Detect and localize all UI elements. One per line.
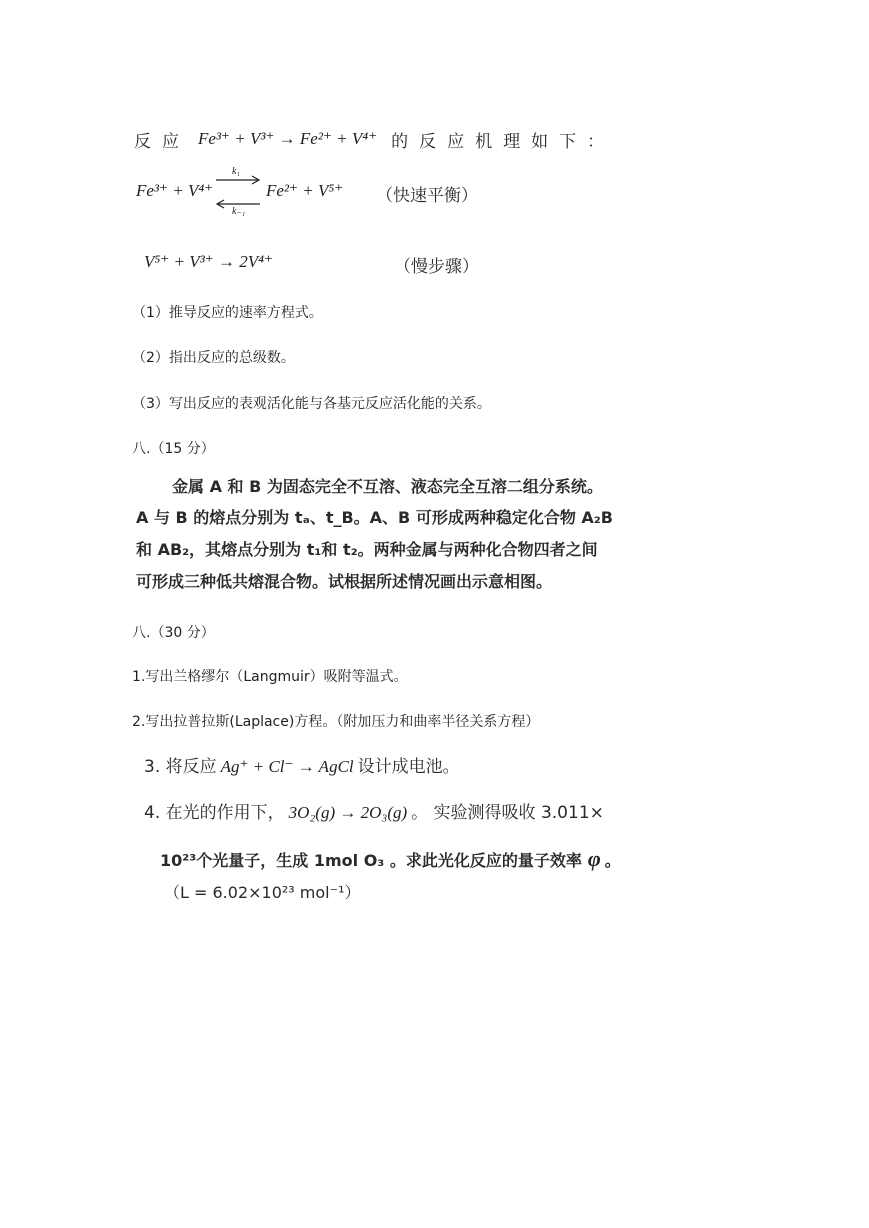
section-8a-line-4: 可形成三种低共熔混合物。试根据所述情况画出示意相图。	[136, 572, 553, 591]
q4-line-3: （L = 6.02×10²³ mol⁻¹）	[164, 883, 361, 902]
section-8a-line-3: 和 AB₂，其熔点分别为 t₁和 t₂。两种金属与两种化合物四者之间	[136, 540, 598, 559]
phi-symbol: φ	[587, 846, 601, 871]
equilibrium-arrows	[214, 168, 262, 218]
step1-note: （快速平衡）	[376, 186, 478, 206]
section-8b-q3	[144, 752, 460, 777]
section-8a-heading: 八.（15 分）	[132, 441, 215, 457]
step1-left: Fe³⁺ + V⁴⁺	[136, 181, 214, 200]
q3-prefix: 3. 将反应	[144, 757, 217, 777]
q4-suffix: 。 实验测得吸收 3.011×	[411, 803, 604, 823]
k-forward-label: k₁	[232, 166, 240, 177]
section-8b-q4	[144, 798, 604, 823]
q3-equation: Ag⁺ + Cl⁻ → AgCl	[220, 757, 354, 776]
section-8b-heading: 八.（30 分）	[132, 625, 215, 641]
intro-label: 反应	[134, 131, 190, 152]
section-8a-line-2: A 与 B 的熔点分别为 tₐ、t_B。A、B 可形成两种稳定化合物 A₂B	[136, 508, 613, 527]
q4-prefix: 4. 在光的作用下，	[144, 803, 285, 823]
question-1: （1）推导反应的速率方程式。	[132, 305, 323, 321]
section-8b-q1: 1.写出兰格缪尔（Langmuir）吸附等温式。	[132, 669, 408, 685]
q4-line2-text: 10²³个光量子，生成 1mol O₃ 。求此光化反应的量子效率	[160, 851, 582, 870]
step2-equation: V⁵⁺ + V³⁺ → 2V⁴⁺	[144, 252, 273, 271]
q4-equation: 3O₂(g) → 2O₃(g)	[288, 803, 408, 822]
step1-right: Fe²⁺ + V⁵⁺	[266, 181, 344, 200]
k-backward-label: k₋₁	[232, 206, 246, 217]
intro-suffix: 的反应机理如下：	[391, 131, 616, 152]
section-8a-line-1: 金属 A 和 B 为固态完全不互溶、液态完全互溶二组分系统。	[172, 477, 603, 496]
q4-line-2: 10²³个光量子，生成 1mol O₃ 。求此光化反应的量子效率 φ 。	[160, 846, 621, 871]
question-2: （2）指出反应的总级数。	[132, 350, 295, 366]
section-8b-q2: 2.写出拉普拉斯(Laplace)方程。（附加压力和曲率半径关系方程）	[132, 714, 540, 730]
mechanism-intro	[134, 126, 615, 152]
overall-reaction: Fe³⁺ + V³⁺ → Fe²⁺ + V⁴⁺	[198, 129, 378, 148]
q3-suffix: 设计成电池。	[357, 757, 460, 777]
question-3: （3）写出反应的表观活化能与各基元反应活化能的关系。	[132, 396, 491, 412]
step2-note: （慢步骤）	[394, 257, 479, 277]
